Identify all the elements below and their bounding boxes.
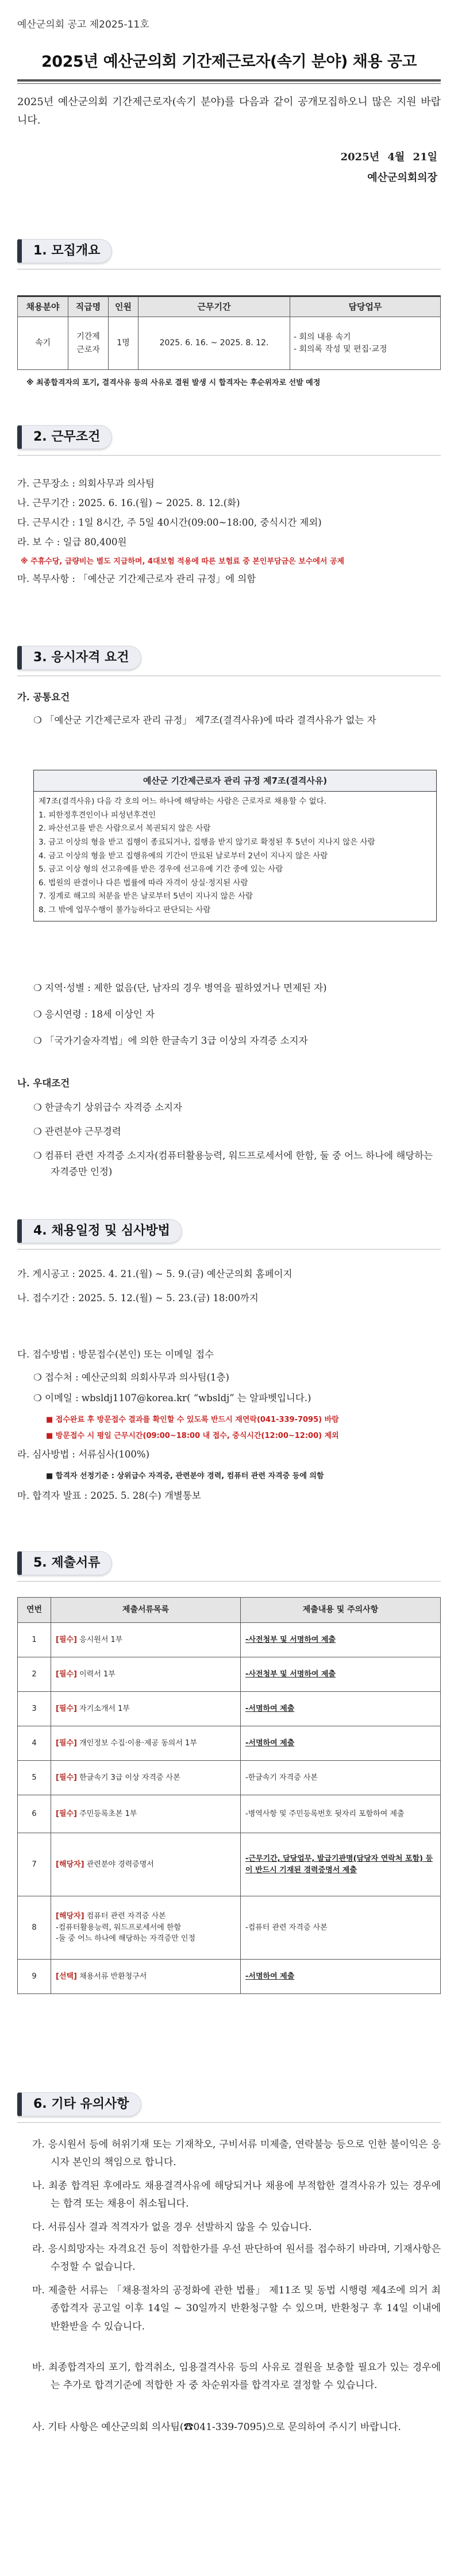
subsection-title: 나. 우대조건 [17, 1078, 70, 1089]
table-header: 근무기간 [138, 296, 290, 317]
document-cell [51, 1761, 241, 1795]
row-number: 3 [18, 1692, 51, 1726]
table-row [18, 1795, 441, 1833]
section-6-header [17, 2092, 141, 2118]
document-note: -서명하여 제출 [241, 1726, 441, 1761]
table-row [18, 1960, 441, 1994]
recruitment-overview-table [17, 295, 441, 370]
document-name: 관련분야 경력증명서 [86, 1860, 154, 1869]
document-note: -병역사항 및 주민등록번호 뒷자리 포함하여 제출 [241, 1795, 441, 1833]
row-number: 4 [18, 1726, 51, 1761]
document-note: -사전청부 및 서명하여 제출 [241, 1657, 441, 1692]
document-cell [51, 1726, 241, 1761]
document-tag: [필수] [56, 1738, 77, 1748]
row-number: 6 [18, 1795, 51, 1833]
document-tag: [해당자] [56, 1912, 84, 1921]
document-cell [51, 1692, 241, 1726]
notice-item: 라. 응시희망자는 자격요건 등이 적합한가를 우선 판단하여 원서를 접수하기 바라며, 기재사항은 수정할 수 없습니다. [32, 2243, 441, 2273]
table-header: 제출서류목록 [51, 1598, 241, 1623]
section-title: 1. 모집개요 [17, 239, 112, 263]
document-tag: [필수] [56, 1635, 77, 1644]
table-header: 제출내용 및 주의사항 [241, 1598, 441, 1623]
table-header: 인원 [109, 296, 138, 317]
notice-date: 2025년 4월 21일 [340, 151, 437, 163]
document-tag: [필수] [56, 1704, 77, 1713]
preference-item: ❍ 컴퓨터 관련 자격증 소지자(컴퓨터활용능력, 워드프로세서에 한함, 둘 중 어느 하나에 해당하는 자격증만 인정) [33, 1150, 433, 1178]
document-name: 이력서 1부 [79, 1669, 116, 1679]
section-2-header [17, 425, 112, 450]
row-number: 9 [18, 1960, 51, 1994]
requirement-item: ❍ 「예산군 기간제근로자 관리 규정」 제7조(결격사유)에 따라 결격사유가 없는 자 [33, 715, 376, 726]
title-divider-thin [17, 83, 441, 84]
section-title: 5. 제출서류 [17, 1551, 112, 1575]
document-tag: [해당자] [56, 1860, 84, 1869]
document-note: -근무기간, 담당업무, 발급기관명(담당자 연락처 포함) 등이 반드시 기재된 경력증명서 제출 [241, 1833, 441, 1896]
subsection-title: 가. 공통요건 [17, 692, 70, 703]
document-cell [51, 1657, 241, 1692]
document-tag: [필수] [56, 1809, 77, 1818]
notice-item: 마. 제출한 서류는 「채용절차의 공정화에 관한 법률」 제11조 및 동법 시행령 제4조에 의거 최종합격자 공고일 이후 14일 ~ 30일까지 반환청구할 수 있으며, 반환청구 후 14일 이내에 반환받을 수 있습니다. [32, 2285, 441, 2332]
document-name: 개인정보 수집·이용·제공 동의서 1부 [79, 1738, 197, 1748]
document-cell [51, 1833, 241, 1896]
disqualification-box [33, 770, 437, 921]
table-row [18, 1692, 441, 1726]
table-row [18, 1623, 441, 1657]
section-divider [17, 455, 441, 456]
schedule-line: 마. 합격자 발표 : 2025. 5. 28(수) 개별통보 [17, 1490, 201, 1501]
requirement-item: ❍ 지역·성별 : 제한 없음(단, 남자의 경우 병역을 필하였거나 면제된 자) [33, 982, 327, 993]
document-note: -컴퓨터 관련 자격증 사본 [241, 1896, 441, 1960]
document-note: -한글속기 자격증 사본 [241, 1761, 441, 1795]
work-condition-line: 가. 근무장소 : 의회사무과 의사팀 [17, 478, 155, 489]
work-condition-line: 나. 근무기간 : 2025. 6. 16.(월) ~ 2025. 8. 12.(화) [17, 498, 240, 508]
selection-criteria-note: ■ 합격자 선정기준 : 상위급수 자격증, 관련분야 경력, 컴퓨터 관련 자격증 등에 의함 [46, 1472, 324, 1480]
section-title: 2. 근무조건 [17, 425, 112, 449]
row-number: 1 [18, 1623, 51, 1657]
box-line: 8. 그 밖에 업무수행이 불가능하다고 판단되는 사람 [39, 905, 211, 915]
schedule-line: 다. 접수방법 : 방문접수(본인) 또는 이메일 접수 [17, 1349, 214, 1360]
pay-note: ※ 주휴수당, 급량비는 별도 지급하며, 4대보험 적용에 따른 보험료 중 본인부담금은 보수에서 공제 [21, 557, 345, 566]
required-documents-table [17, 1597, 441, 1994]
document-name: 채용서류 반환청구서 [79, 1972, 147, 1981]
document-tag: [선택] [56, 1972, 77, 1981]
table-cell: 기간제 근로자 [68, 317, 109, 370]
schedule-line: 라. 심사방법 : 서류심사(100%) [17, 1449, 150, 1460]
row-number: 8 [18, 1896, 51, 1960]
box-line: 6. 법원의 판결이나 다른 법률에 따라 자격이 상실·정지된 사람 [39, 878, 248, 888]
row-number: 5 [18, 1761, 51, 1795]
notice-number: 예산군의회 공고 제2025-11호 [17, 19, 149, 30]
work-condition-line: 다. 근무시간 : 1일 8시간, 주 5일 40시간(09:00~18:00, 중식시간 제외) [17, 517, 322, 528]
document-cell [51, 1896, 241, 1960]
row-number: 2 [18, 1657, 51, 1692]
document-name: 자기소개서 1부 [79, 1704, 130, 1713]
section-title: 6. 기타 유의사항 [17, 2092, 141, 2116]
notice-item: 다. 서류심사 결과 적격자가 없을 경우 선발하지 않을 수 있습니다. [32, 2222, 312, 2233]
table-header: 직급명 [68, 296, 109, 317]
submission-note: ■ 접수완료 후 방문접수 결과를 확인할 수 있도록 반드시 재연락(041-339-7095) 바람 [46, 1416, 339, 1424]
section-title: 3. 응시자격 요건 [17, 646, 141, 670]
schedule-line: 가. 게시공고 : 2025. 4. 21.(월) ~ 5. 9.(금) 예산군의회 홈페이지 [17, 1268, 292, 1279]
box-body [34, 792, 436, 921]
document-note: -사전청부 및 서명하여 제출 [241, 1623, 441, 1657]
work-condition-line: 마. 복무사항 : 「예산군 기간제근로자 관리 규정」에 의함 [17, 573, 256, 584]
document-cell [51, 1795, 241, 1833]
section-title: 4. 채용일정 및 심사방법 [17, 1219, 182, 1243]
box-line: 5. 금고 이상 형의 선고유예를 받은 경우에 선고유예 기간 중에 있는 사람 [39, 865, 283, 874]
requirement-item: ❍ 「국가기술자격법」에 의한 한글속기 3급 이상의 자격증 소지자 [33, 1035, 308, 1046]
document-name: 한글속기 3급 이상 자격증 사본 [79, 1773, 180, 1782]
section-1-header [17, 239, 112, 264]
box-line: 2. 파산선고를 받은 사람으로서 복권되지 않은 사람 [39, 824, 211, 834]
submission-note: ■ 방문접수 시 평일 근무시간(09:00~18:00 내 접수, 중식시간(12:00~12:00) 제외 [46, 1432, 339, 1440]
table-header: 채용분야 [18, 296, 68, 317]
table-cell: 1명 [109, 317, 138, 370]
notice-organization: 예산군의회의장 [367, 172, 437, 184]
table-cell: 2025. 6. 16. ~ 2025. 8. 12. [138, 317, 290, 370]
section-3-header [17, 646, 141, 671]
box-title: 예산군 기간제근로자 관리 규정 제7조(결격사유) [34, 770, 436, 792]
document-tag: [필수] [56, 1773, 77, 1782]
page-title: 2025년 예산군의회 기간제근로자(속기 분야) 채용 공고 [41, 53, 417, 71]
section-divider [17, 2122, 441, 2123]
table-row [18, 1761, 441, 1795]
table-cell: 속기 [18, 317, 68, 370]
table-header: 담당업무 [290, 296, 441, 317]
document-name: 응시원서 1부 [79, 1635, 123, 1644]
table-row [18, 317, 441, 370]
email-address-item: ❍ 이메일 : wbsldj1107@korea.kr( “wbsldj” 는 알파벳입니다.) [33, 1393, 311, 1403]
table-header: 연번 [18, 1598, 51, 1623]
title-divider [17, 79, 441, 82]
schedule-line: 나. 접수기간 : 2025. 5. 12.(월) ~ 5. 23.(금) 18:00까지 [17, 1293, 259, 1304]
box-line: 3. 금고 이상의 형을 받고 집행이 종료되거나, 집행을 받지 않기로 확정된 후 5년이 지나지 않은 사람 [39, 837, 375, 847]
preference-item: ❍ 한글속기 상위급수 자격증 소지자 [33, 1102, 182, 1113]
document-name: 주민등록초본 1부 [79, 1809, 137, 1818]
overview-note: ※ 최종합격자의 포기, 결격사유 등의 사유로 결원 발생 시 합격자는 후순위자로 선발 예정 [26, 379, 321, 387]
notice-item: 바. 최종합격자의 포기, 합격취소, 임용결격사유 등의 사유로 결원을 보충할 필요가 있는 경우에는 추가로 합격기준에 적합한 자 중 차순위자를 합격자로 결정할 수 있습니다. [32, 2362, 441, 2392]
section-divider [17, 1581, 441, 1582]
intro-paragraph: 2025년 예산군의회 기간제근로자(속기 분야)를 다음과 같이 공개모집하오니 많은 지원 바랍니다. [17, 96, 441, 126]
notice-item: 가. 응시원서 등에 허위기재 또는 기재착오, 구비서류 미제출, 연락불능 등으로 인한 불이익은 응시자 본인의 책임으로 합니다. [32, 2139, 441, 2169]
table-row [18, 1896, 441, 1960]
row-number: 7 [18, 1833, 51, 1896]
document-note: -서명하여 제출 [241, 1960, 441, 1994]
requirement-item: ❍ 응시연령 : 18세 이상인 자 [33, 1009, 155, 1020]
document-cell [51, 1960, 241, 1994]
table-row [18, 1657, 441, 1692]
box-line: 4. 금고 이상의 형을 받고 집행유예의 기간이 만료된 날로부터 2년이 지나지 않은 사람 [39, 851, 328, 861]
schedule-sub-item: ❍ 접수처 : 예산군의회 의회사무과 의사팀(1층) [33, 1372, 229, 1383]
section-4-header [17, 1219, 182, 1244]
box-line: 제7조(결격사유) 다음 각 호의 어느 하나에 해당하는 사람은 근로자로 채용할 수 없다. [39, 797, 326, 806]
section-divider [17, 1249, 441, 1250]
box-line: 7. 징계로 해고의 처분을 받은 날로부터 5년이 지나지 않은 사람 [39, 892, 253, 901]
notice-item: 사. 기타 사항은 예산군의회 의사팀(☎041-339-7095)으로 문의하여 주시기 바랍니다. [32, 2421, 401, 2433]
table-row [18, 1833, 441, 1896]
notice-item: 나. 최종 합격된 후에라도 채용결격사유에 해당되거나 채용에 부적합한 결격사유가 있는 경우에는 합격 또는 채용이 취소됩니다. [32, 2180, 441, 2210]
document-name: 컴퓨터 관련 자격증 사본 -컴퓨터활용능력, 워드프로세서에 한함 -둘 중 어느 하나에 해당하는 자격증만 인정 [56, 1912, 195, 1943]
document-cell [51, 1623, 241, 1657]
box-line: 1. 피한정후견인이나 피성년후견인 [39, 810, 156, 820]
preference-item: ❍ 관련분야 근무경력 [33, 1126, 121, 1137]
table-cell: - 회의 내용 속기 - 회의록 작성 및 편집·교정 [290, 317, 441, 370]
section-5-header [17, 1551, 112, 1576]
document-note: -서명하여 제출 [241, 1692, 441, 1726]
document-tag: [필수] [56, 1669, 77, 1679]
table-row [18, 1726, 441, 1761]
work-condition-line: 라. 보 수 : 일급 80,400원 [17, 537, 127, 547]
